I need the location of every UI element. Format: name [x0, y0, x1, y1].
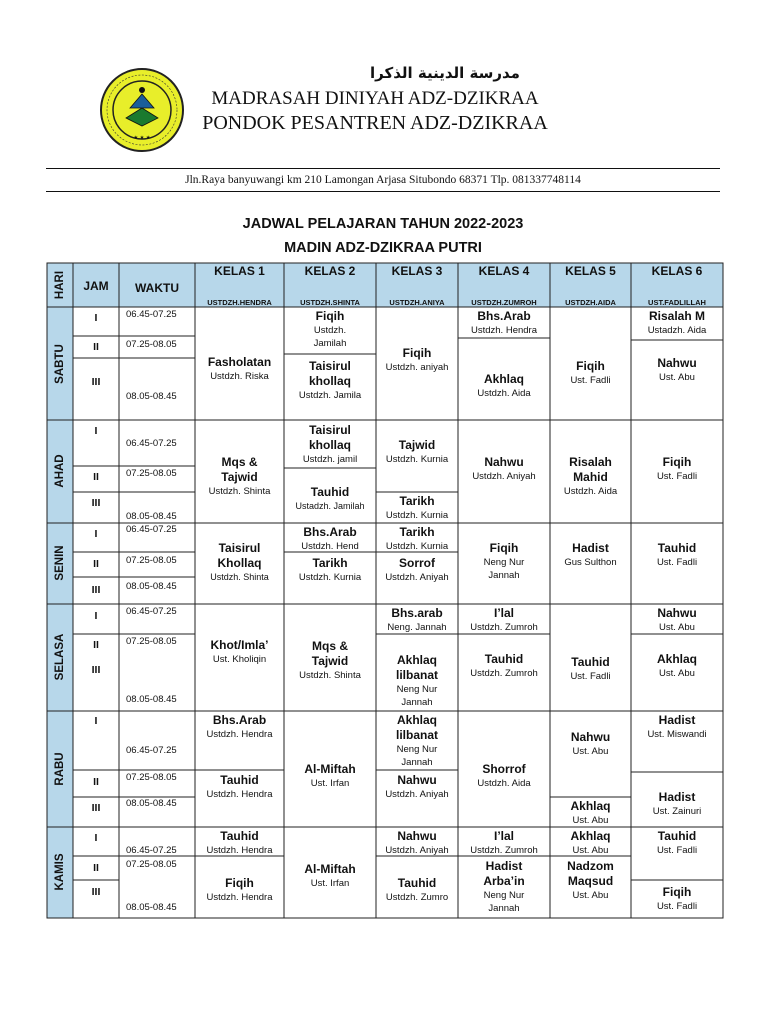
lesson-cell: Akhlaq Ust. Abu	[656, 652, 697, 679]
jam-label: II	[93, 639, 99, 651]
lesson-cell: Shorrof Ustdzh. Aida	[477, 762, 531, 789]
waktu-label: 07.25-08.05	[126, 772, 177, 783]
lesson-cell: Fiqih Ustdzh. Hendra	[206, 876, 273, 903]
lesson-cell: Hadist Arba’in Neng Nur Jannah	[483, 859, 525, 914]
waktu-label: 07.25-08.05	[126, 636, 177, 647]
lesson-cell: I’lal Ustdzh. Zumroh	[470, 606, 538, 633]
lesson-cell: Taisirul khollaq Ustdzh. jamil	[302, 423, 358, 465]
lesson-cell: Akhlaq lilbanat Neng Nur Jannah	[395, 653, 438, 708]
header-kelas-2: KELAS 2 USTDZH.SHINTA	[300, 264, 360, 307]
lesson-cell: I’lal Ustdzh. Zumroh	[470, 829, 538, 856]
lesson-cell: Tauhid Ustdzh. Zumroh	[470, 652, 538, 679]
lesson-cell: Taisirul Khollaq Ustdzh. Shinta	[210, 541, 269, 582]
day-senin: SENIN	[54, 545, 66, 581]
lesson-cell: Bhs.Arab Ustdzh. Hendra	[206, 713, 273, 740]
waktu-label: 07.25-08.05	[126, 859, 177, 870]
school-name: MADRASAH DINIYAH ADZ-DZIKRAA	[211, 88, 539, 109]
waktu-label: 08.05-08.45	[126, 391, 177, 402]
lesson-cell: Fiqih Ustdzh. aniyah	[385, 346, 449, 373]
jam-label: III	[91, 664, 101, 676]
waktu-label: 07.25-08.05	[126, 468, 177, 479]
lesson-cell: Khot/Imla’ Ust. Kholiqin	[210, 638, 269, 665]
lesson-cell: Tarikh Ustdzh. Kurnia	[298, 556, 362, 583]
lesson-cell: Akhlaq Ust. Abu	[570, 799, 611, 826]
jam-label: I	[94, 528, 98, 540]
waktu-label: 06.45-07.25	[126, 845, 177, 856]
lesson-cell: Al-Miftah Ust. Irfan	[304, 762, 356, 789]
lesson-cell: Risalah Mahid Ustdzh. Aida	[563, 455, 618, 497]
jam-label: II	[93, 862, 99, 874]
waktu-label: 06.45-07.25	[126, 438, 177, 449]
pondok-name: PONDOK PESANTREN ADZ-DZIKRAA	[202, 112, 548, 134]
schedule-subtitle: MADIN ADZ-DZIKRAA PUTRI	[284, 240, 482, 256]
lesson-cell: Taisirul khollaq Ustdzh. Jamila	[298, 359, 362, 401]
lesson-cell: Hadist Ust. Zainuri	[652, 790, 702, 817]
waktu-label: 06.45-07.25	[126, 309, 177, 320]
lesson-cell: Tajwid Ustdzh. Kurnia	[385, 438, 449, 465]
jam-label: II	[93, 471, 99, 483]
header-kelas-6: KELAS 6 UST.FADLILLAH	[648, 264, 706, 307]
jam-label: II	[93, 558, 99, 570]
lesson-cell: Mqs & Tajwid Ustdzh. Shinta	[299, 639, 361, 681]
jam-label: I	[94, 425, 98, 437]
lesson-cell: Fiqih Ust. Fadli	[656, 885, 698, 912]
jam-label: I	[94, 312, 98, 324]
lesson-cell: Tarikh Ustdzh. Kurnia	[385, 494, 449, 521]
lesson-cell: Tarikh Ustdzh. Kurnia	[385, 525, 449, 552]
lesson-cell: Tauhid Ustdzh. Zumro	[385, 876, 449, 903]
header-kelas-5: KELAS 5 USTDZH.AIDA	[565, 264, 616, 307]
lesson-cell: Tauhid Ustdzh. Hendra	[206, 829, 273, 856]
lesson-cell: Risalah M Ustadzh. Aida	[647, 309, 707, 336]
lesson-cell: Hadist Gus Sulthon	[564, 541, 617, 568]
lesson-cell: Nadzom Maqsud Ust. Abu	[567, 859, 614, 901]
jam-label: III	[91, 886, 101, 898]
lesson-cell: Fiqih Ustdzh. Jamilah	[313, 309, 347, 349]
jam-label: I	[94, 832, 98, 844]
day-selasa: SELASA	[54, 633, 66, 681]
waktu-label: 08.05-08.45	[126, 798, 177, 809]
waktu-label: 08.05-08.45	[126, 902, 177, 913]
lesson-cell: Sorrof Ustdzh. Aniyah	[385, 556, 449, 583]
lesson-cell: Tauhid Ustdzh. Hendra	[206, 773, 273, 800]
lesson-cell: Akhlaq Ust. Abu	[570, 829, 611, 856]
lesson-cell: Bhs.Arab Ustdzh. Hend	[301, 525, 359, 552]
header-kelas-1: KELAS 1 USTDZH.HENDRA	[207, 264, 272, 307]
jam-label: III	[91, 376, 101, 388]
address: Jln.Raya banyuwangi km 210 Lamongan Arjasa Situbondo 68371 Tlp. 081337748114	[185, 174, 581, 186]
lesson-cell: Tauhid Ustadzh. Jamilah	[295, 485, 365, 511]
lesson-cell: Fasholatan Ustdzh. Riska	[207, 355, 272, 382]
waktu-label: 06.45-07.25	[126, 524, 177, 535]
day-ahad: AHAD	[54, 454, 66, 488]
waktu-label: 06.45-07.25	[126, 745, 177, 756]
header-jam: JAM	[83, 279, 109, 293]
lesson-cell: Fiqih Ust. Fadli	[570, 359, 611, 386]
header-kelas-3: KELAS 3 USTDZH.ANIYA	[389, 264, 445, 307]
jam-label: II	[93, 341, 99, 353]
waktu-label: 06.45-07.25	[126, 606, 177, 617]
jam-label: III	[91, 497, 101, 509]
waktu-label: 08.05-08.45	[126, 694, 177, 705]
lesson-cell: Al-Miftah Ust. Irfan	[304, 862, 356, 889]
lesson-cell: Akhlaq lilbanat Neng Nur Jannah	[395, 713, 438, 768]
lesson-cell: Mqs & Tajwid Ustdzh. Shinta	[208, 455, 271, 497]
day-rabu: RABU	[54, 752, 66, 786]
svg-text:★ ★ ★: ★ ★ ★	[133, 135, 151, 141]
lesson-cell: Tauhid Ust. Fadli	[656, 829, 698, 856]
lesson-cell: Bhs.Arab Ustdzh. Hendra	[470, 309, 537, 336]
header-kelas-4: KELAS 4 USTDZH.ZUMROH	[471, 264, 537, 307]
lesson-cell: Fiqih Neng Nur Jannah	[483, 541, 525, 581]
lesson-cell: Nahwu Ust. Abu	[657, 606, 697, 633]
lesson-cell: Tauhid Ust. Fadli	[656, 541, 698, 568]
waktu-label: 07.25-08.05	[126, 555, 177, 566]
jam-label: I	[94, 610, 98, 622]
lesson-cell: Tauhid Ust. Fadli	[570, 655, 611, 682]
schedule-title: JADWAL PELAJARAN TAHUN 2022-2023	[242, 216, 524, 232]
header-hari: HARI	[54, 270, 66, 300]
jam-label: I	[94, 715, 98, 727]
lesson-cell: Nahwu Ust. Abu	[570, 730, 611, 757]
lesson-cell: Nahwu Ust. Abu	[657, 356, 697, 383]
lesson-cell: Nahwu Ustdzh. Aniyah	[472, 455, 536, 482]
arabic-school-name: مدرسة الدينية الذكرا	[370, 64, 520, 82]
lesson-cell: Nahwu Ustdzh. Aniyah	[385, 773, 449, 800]
jam-label: III	[91, 802, 101, 814]
lesson-cell: Hadist Ust. Miswandi	[647, 713, 707, 740]
day-kamis: KAMIS	[54, 853, 66, 891]
jam-label: III	[91, 584, 101, 596]
lesson-cell: Akhlaq Ustdzh. Aida	[477, 372, 531, 399]
jam-label: II	[93, 776, 99, 788]
lesson-cell: Fiqih Ust. Fadli	[656, 455, 698, 482]
waktu-label: 08.05-08.45	[126, 511, 177, 522]
waktu-label: 08.05-08.45	[126, 581, 177, 592]
lesson-cell: Nahwu Ustdzh. Aniyah	[385, 829, 449, 856]
waktu-label: 07.25-08.05	[126, 339, 177, 350]
header-waktu: WAKTU	[135, 281, 179, 295]
lesson-cell: Bhs.arab Neng. Jannah	[387, 606, 447, 633]
day-sabtu: SABTU	[54, 344, 66, 384]
